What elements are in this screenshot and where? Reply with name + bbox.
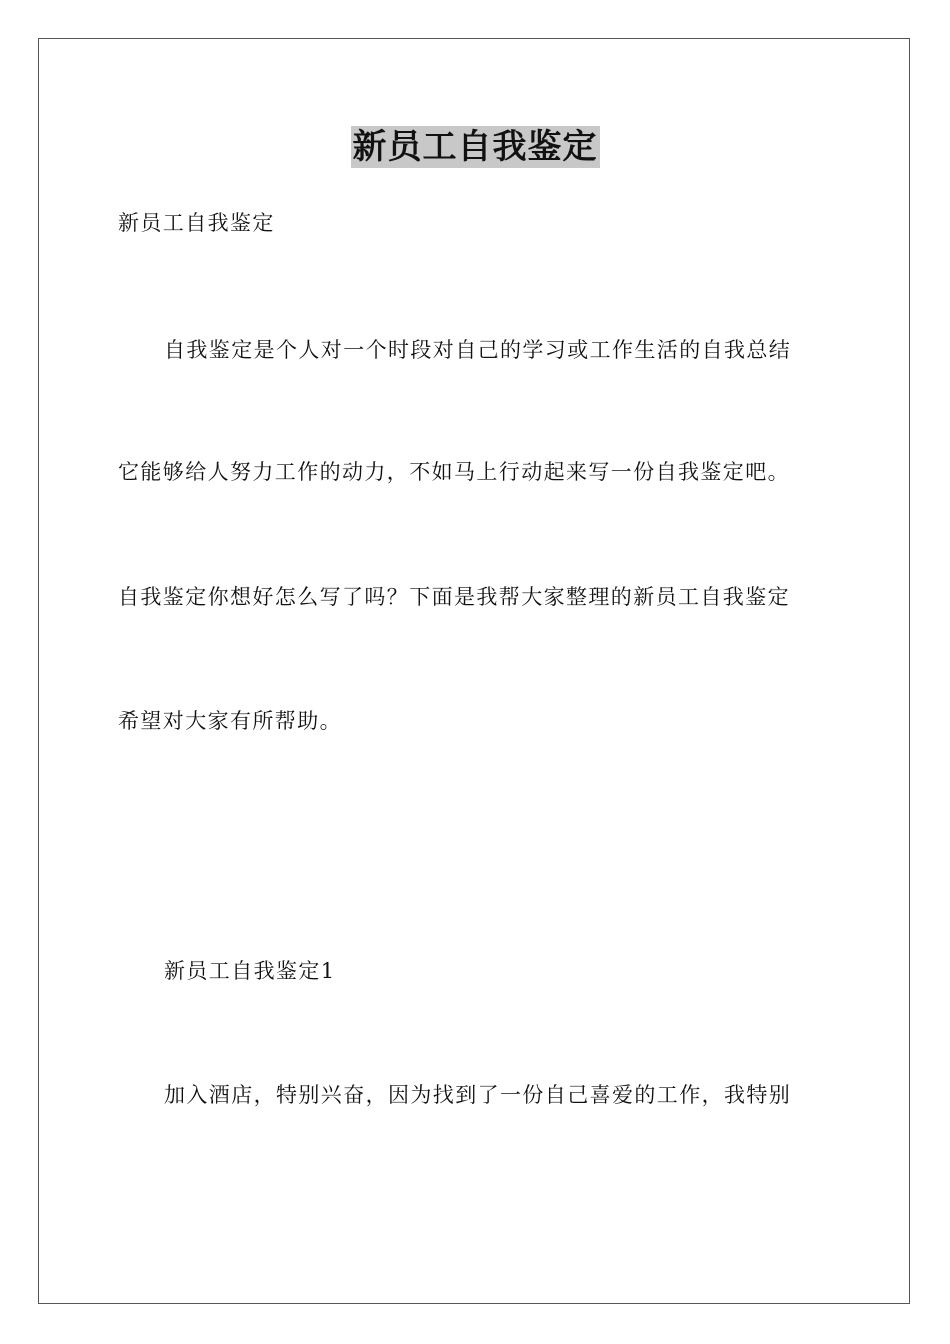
intro-paragraph-line: 自我鉴定是个人对一个时段对自己的学习或工作生活的自我总结 bbox=[164, 338, 792, 362]
document-subtitle: 新员工自我鉴定 bbox=[118, 211, 275, 235]
section-paragraph-line: 加入酒店，特别兴奋，因为找到了一份自己喜爱的工作，我特别 bbox=[164, 1083, 792, 1107]
intro-paragraph-line: 自我鉴定你想好怎么写了吗？下面是我帮大家整理的新员工自我鉴定 bbox=[118, 585, 790, 609]
document-title-container bbox=[0, 126, 950, 168]
document-title: 新员工自我鉴定 bbox=[352, 127, 598, 167]
intro-paragraph-line: 希望对大家有所帮助。 bbox=[118, 709, 342, 733]
section-heading: 新员工自我鉴定1 bbox=[164, 959, 336, 983]
intro-paragraph-line: 它能够给人努力工作的动力，不如马上行动起来写一份自我鉴定吧。 bbox=[118, 460, 790, 484]
